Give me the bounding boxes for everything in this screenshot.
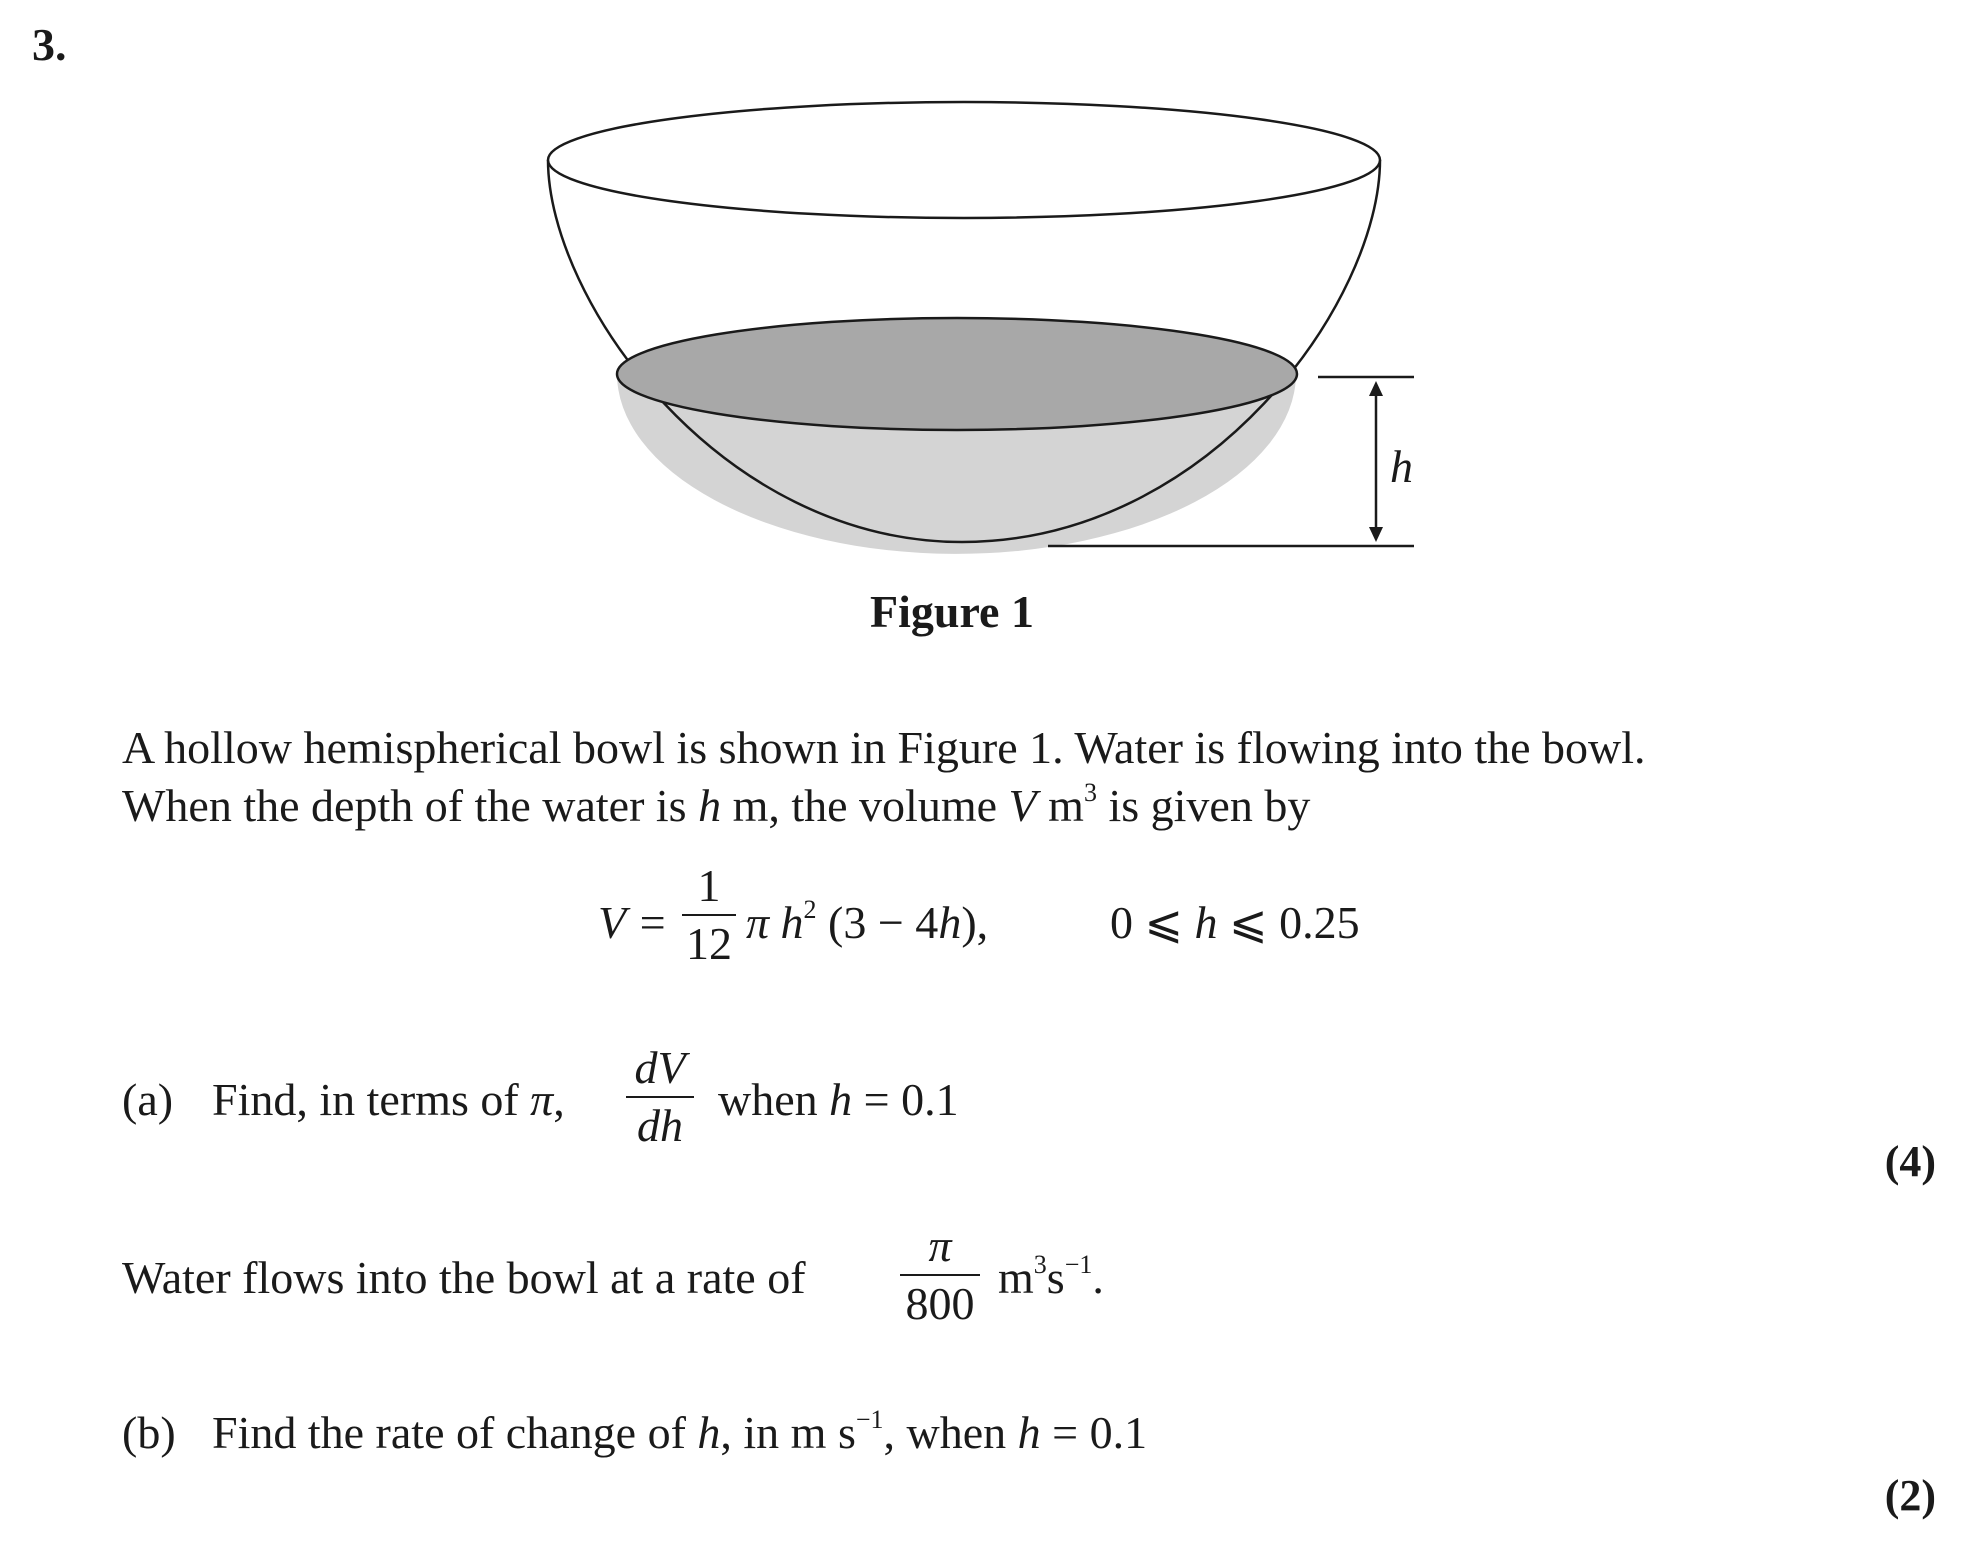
fraction-denominator: 12 bbox=[686, 918, 732, 969]
formula-domain bbox=[1110, 895, 1360, 951]
when-text: when bbox=[718, 1074, 830, 1125]
unit-text: , in m s bbox=[720, 1407, 856, 1458]
var-h: h bbox=[829, 1074, 853, 1125]
period: . bbox=[1092, 1252, 1104, 1303]
formula-fraction bbox=[682, 858, 736, 972]
rate-fraction bbox=[900, 1218, 980, 1332]
var-h: h bbox=[1194, 897, 1218, 948]
var-h: h bbox=[938, 897, 962, 948]
comma: , bbox=[553, 1074, 565, 1125]
depth-label: h bbox=[1390, 441, 1413, 492]
part-b-instruction: Find the rate of change of bbox=[212, 1407, 698, 1458]
fraction-denominator: 800 bbox=[905, 1278, 975, 1329]
var-h: h bbox=[698, 780, 722, 831]
figure-caption: Figure 1 bbox=[870, 586, 1034, 637]
exponent: −1 bbox=[1064, 1250, 1093, 1279]
intro-text: When the depth of the water is bbox=[122, 780, 699, 831]
exponent: 2 bbox=[803, 895, 817, 924]
fraction-numerator: π bbox=[928, 1220, 952, 1271]
part-b-label: (b) bbox=[122, 1407, 176, 1458]
part-b-text bbox=[212, 1405, 1147, 1461]
unit-s: s bbox=[1046, 1252, 1065, 1303]
value-text: = 0.1 bbox=[1040, 1407, 1148, 1458]
part-a-label: (a) bbox=[122, 1074, 174, 1125]
intro-text: m, the volume bbox=[721, 780, 1009, 831]
part-b-marks: (2) bbox=[1884, 1471, 1936, 1520]
fraction-denominator: dh bbox=[637, 1100, 683, 1151]
exponent: −1 bbox=[855, 1405, 884, 1434]
var-h: h bbox=[1017, 1407, 1041, 1458]
fraction-numerator: 1 bbox=[697, 860, 721, 911]
part-a-condition bbox=[718, 1072, 959, 1128]
part-a-text bbox=[212, 1072, 565, 1128]
exponent: 3 bbox=[1033, 1250, 1047, 1279]
when-text: , when bbox=[883, 1407, 1018, 1458]
exponent: 3 bbox=[1083, 778, 1097, 807]
depth-arrow-head-down bbox=[1369, 527, 1383, 542]
question-number: 3. bbox=[32, 19, 67, 70]
bowl-rim bbox=[548, 102, 1380, 218]
water-surface bbox=[617, 318, 1297, 430]
formula-lhs: V = bbox=[598, 897, 668, 948]
var-v: V bbox=[1008, 780, 1037, 831]
rate-unit bbox=[998, 1250, 1104, 1306]
domain-start: 0 ⩽ bbox=[1110, 897, 1195, 948]
rate-text: Water flows into the bowl at a rate of bbox=[122, 1252, 806, 1303]
formula-rhs bbox=[746, 895, 988, 951]
part-a-instruction: Find, in terms of bbox=[212, 1074, 531, 1125]
derivative-fraction bbox=[626, 1040, 694, 1154]
fraction-numerator: dV bbox=[634, 1042, 686, 1093]
paren-close: ), bbox=[961, 897, 989, 948]
part-a-marks: (4) bbox=[1884, 1137, 1936, 1186]
var-h: h bbox=[780, 897, 804, 948]
intro-line-1: A hollow hemispherical bowl is shown in Figure 1. Water is flowing into the bowl. bbox=[122, 722, 1646, 773]
intro-text: is given by bbox=[1096, 780, 1311, 831]
pi-symbol: π bbox=[530, 1074, 554, 1125]
domain-end: ⩽ 0.25 bbox=[1217, 897, 1360, 948]
value-text: = 0.1 bbox=[852, 1074, 959, 1125]
paren-expr: (3 − 4 bbox=[828, 897, 939, 948]
var-h: h bbox=[697, 1407, 721, 1458]
intro-line-2 bbox=[122, 778, 1310, 834]
pi-symbol: π bbox=[746, 897, 770, 948]
unit-m: m bbox=[1036, 780, 1084, 831]
unit-m: m bbox=[998, 1252, 1034, 1303]
depth-arrow-head-up bbox=[1369, 381, 1383, 396]
